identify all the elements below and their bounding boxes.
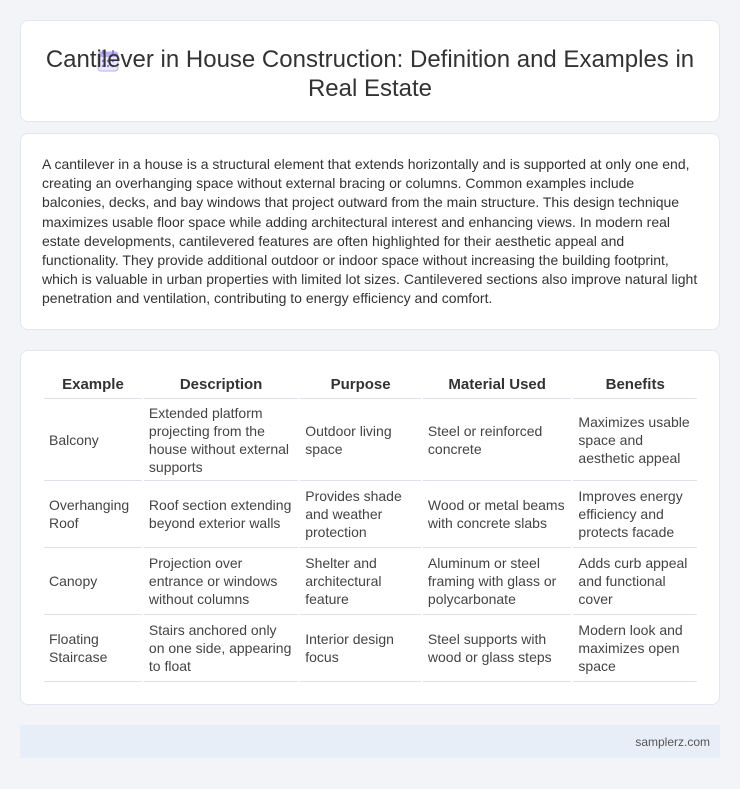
- cell-material: Steel or reinforced concrete: [423, 399, 572, 481]
- footer-bar: [20, 725, 720, 758]
- header-description: Description: [144, 371, 298, 399]
- cell-benefits: Improves energy efficiency and protects facade: [573, 481, 697, 548]
- header-example: Example: [44, 371, 142, 399]
- title-card: [20, 20, 720, 122]
- cell-benefits: Adds curb appeal and functional cover: [573, 548, 697, 615]
- cell-benefits: Modern look and maximizes open space: [573, 615, 697, 682]
- table-card: [20, 350, 720, 705]
- footer-site-link[interactable]: samplerz.com: [635, 735, 710, 749]
- table-row: [44, 399, 697, 481]
- page-title: Cantilever in House Construction: Definition and Examples in Real Estate: [45, 46, 695, 102]
- intro-card: [20, 133, 720, 330]
- table-row: [44, 481, 697, 548]
- header-purpose: Purpose: [300, 371, 421, 399]
- cell-description: Projection over entrance or windows without columns: [144, 548, 298, 615]
- cell-purpose: Interior design focus: [300, 615, 421, 682]
- cell-description: Roof section extending beyond exterior walls: [144, 481, 298, 548]
- cell-material: Aluminum or steel framing with glass or polycarbonate: [423, 548, 572, 615]
- header-benefits: Benefits: [573, 371, 697, 399]
- cell-description: Stairs anchored only on one side, appearing to float: [144, 615, 298, 682]
- intro-paragraph: A cantilever in a house is a structural element that extends horizontally and is supported at only one end, creating an overhanging space without external bracing or columns. Common examples include balconies, decks, and bay windows that project outward from the main structure. This design technique maximizes usable floor space while adding architectural interest and enhancing views. In modern real estate developments, cantilevered features are often highlighted for their aesthetic appeal and functionality. They provide additional outdoor or indoor space without increasing the building footprint, which is valuable in urban properties with limited lot sizes. Cantilevered sections also improve natural light penetration and ventilation, contributing to energy efficiency and comfort.: [42, 156, 698, 307]
- cell-example: Overhanging Roof: [44, 481, 142, 548]
- cell-purpose: Shelter and architectural feature: [300, 548, 421, 615]
- cell-purpose: Outdoor living space: [300, 399, 421, 481]
- header-material: Material Used: [423, 371, 572, 399]
- cell-material: Wood or metal beams with concrete slabs: [423, 481, 572, 548]
- cell-benefits: Maximizes usable space and aesthetic appeal: [573, 399, 697, 481]
- examples-table: [42, 371, 699, 682]
- cell-example: Canopy: [44, 548, 142, 615]
- cell-material: Steel supports with wood or glass steps: [423, 615, 572, 682]
- table-header-row: [44, 371, 697, 399]
- table-row: [44, 548, 697, 615]
- cell-purpose: Provides shade and weather protection: [300, 481, 421, 548]
- table-row: [44, 615, 697, 682]
- cell-description: Extended platform projecting from the house without external supports: [144, 399, 298, 481]
- cell-example: Balcony: [44, 399, 142, 481]
- cell-example: Floating Staircase: [44, 615, 142, 682]
